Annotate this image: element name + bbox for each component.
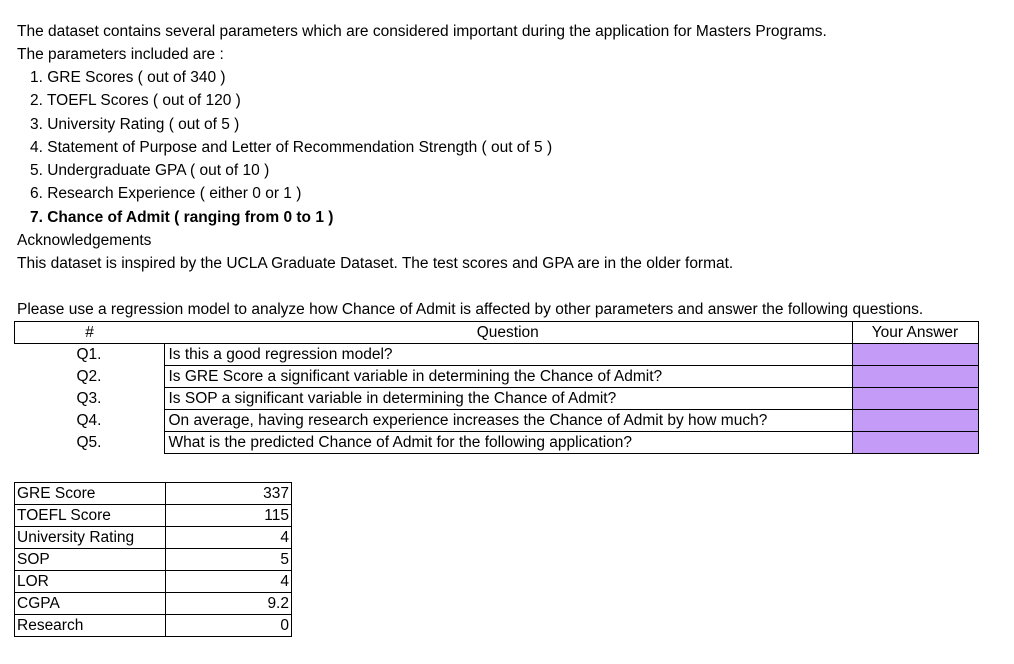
application-label: University Rating [15, 527, 166, 549]
header-question: Question [164, 322, 852, 344]
table-row [15, 344, 979, 366]
table-row [15, 432, 979, 454]
table-row [15, 593, 292, 615]
parameter-item: 3. University Rating ( out of 5 ) [30, 116, 240, 133]
application-value[interactable]: 5 [166, 549, 292, 571]
question-number: Q2. [76, 368, 102, 385]
application-label: LOR [15, 571, 166, 593]
application-table [14, 482, 292, 637]
intro-line-1: The dataset contains several parameters which are considered important during the application for Masters Programs. [17, 23, 827, 40]
answer-cell[interactable] [852, 366, 978, 388]
question-number: Q1. [76, 346, 102, 364]
table-row [15, 549, 292, 571]
parameter-item: 6. Research Experience ( either 0 or 1 ) [30, 185, 302, 202]
application-label: TOEFL Score [15, 505, 166, 527]
table-row [15, 366, 979, 388]
questions-table [14, 321, 979, 454]
application-value[interactable]: 9.2 [166, 593, 292, 615]
question-number: Q4. [76, 412, 102, 429]
answer-cell[interactable] [852, 388, 978, 410]
parameter-item: 4. Statement of Purpose and Letter of Recommendation Strength ( out of 5 ) [30, 139, 553, 156]
intro-line-2: The parameters included are : [17, 46, 224, 63]
question-text: What is the predicted Chance of Admit for the following application? [164, 432, 852, 454]
application-value[interactable]: 337 [166, 483, 292, 505]
header-num: # [15, 322, 165, 344]
application-value[interactable]: 115 [166, 505, 292, 527]
parameter-item: 5. Undergraduate GPA ( out of 10 ) [30, 162, 270, 179]
acknowledgements-text: This dataset is inspired by the UCLA Graduate Dataset. The test scores and GPA are in the older format. [17, 255, 734, 272]
header-answer: Your Answer [852, 322, 978, 344]
answer-cell[interactable] [852, 344, 978, 366]
question-number: Q3. [76, 390, 102, 407]
table-row [15, 483, 292, 505]
parameter-item: 2. TOEFL Scores ( out of 120 ) [30, 92, 241, 109]
question-text: Is GRE Score a significant variable in determining the Chance of Admit? [164, 366, 852, 388]
parameter-item: 1. GRE Scores ( out of 340 ) [30, 69, 226, 86]
question-text: Is SOP a significant variable in determining the Chance of Admit? [164, 388, 852, 410]
application-value[interactable]: 4 [166, 571, 292, 593]
answer-cell[interactable] [852, 432, 978, 454]
table-row [15, 615, 292, 637]
parameter-item-target: 7. Chance of Admit ( ranging from 0 to 1 ) [30, 209, 334, 226]
application-label: Research [15, 615, 166, 637]
instructions: Please use a regression model to analyze how Chance of Admit is affected by other parameters and answer the following questions. [17, 301, 924, 318]
table-row [15, 410, 979, 432]
application-value[interactable]: 0 [166, 615, 292, 637]
answer-cell[interactable] [852, 410, 978, 432]
application-value[interactable]: 4 [166, 527, 292, 549]
question-number: Q5. [76, 434, 102, 451]
question-text: On average, having research experience increases the Chance of Admit by how much? [164, 410, 852, 432]
acknowledgements-heading: Acknowledgements [17, 232, 152, 249]
application-label: SOP [15, 549, 166, 571]
application-label: GRE Score [15, 483, 166, 505]
table-row [15, 571, 292, 593]
questions-header-row [15, 322, 979, 344]
question-text: Is this a good regression model? [164, 344, 852, 366]
table-row [15, 527, 292, 549]
table-row [15, 505, 292, 527]
table-row [15, 388, 979, 410]
application-label: CGPA [15, 593, 166, 615]
